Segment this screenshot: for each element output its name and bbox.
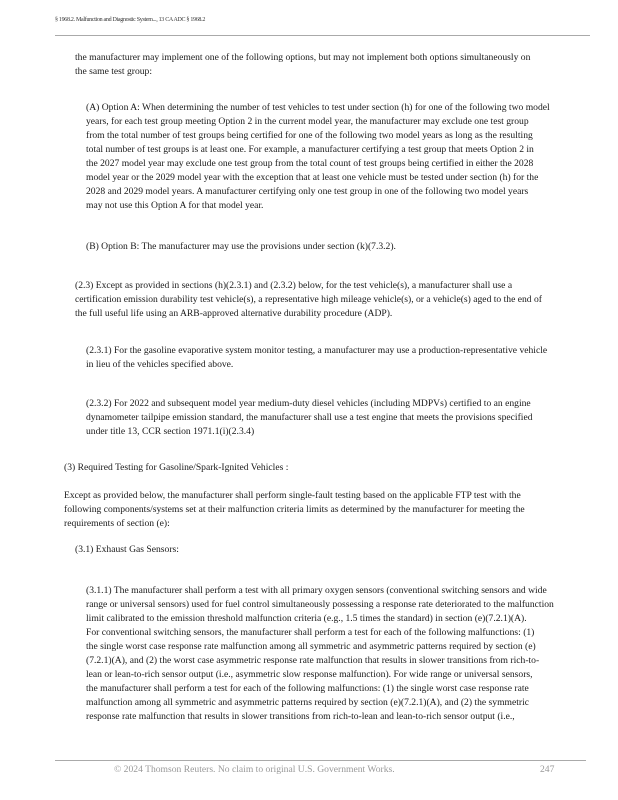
text-line: dynamometer tailpipe emission standard, the manufacturer shall use a test engine that meets the provisions specified: [86, 412, 533, 423]
text-line: (B) Option B: The manufacturer may use the provisions under section (k)(7.3.2).: [86, 241, 396, 252]
section-3-1-heading: [75, 543, 179, 557]
text-line: requirements of section (e):: [64, 518, 170, 529]
text-line: For conventional switching sensors, the manufacturer shall perform a test for each of the following malfunctions: (1): [86, 627, 535, 638]
text-line: the single worst case response rate malfunction among all symmetric and asymmetric patterns required by section (e): [86, 641, 536, 652]
text-line: lean or lean-to-rich sensor output (i.e., asymmetric slow response malfunction). For wide range or universal sensors,: [86, 669, 533, 680]
text-line: (3.1.1) The manufacturer shall perform a test with all primary oxygen sensors (conventional switching sensors and wide: [86, 585, 547, 596]
text-line: following components/systems set at their malfunction criteria limits as determined by the manufacturer for meeting the: [64, 504, 525, 515]
text-line: (2.3.1) For the gasoline evaporative system monitor testing, a manufacturer may use a production-representative vehicle: [86, 345, 548, 356]
text-line: certification emission durability test vehicle(s), a representative high mileage vehicle(s), or a vehicle(s) aged to the end of: [75, 294, 542, 305]
text-line: model year or the 2029 model year with the exception that at least one vehicle must be tested under section (h) for the: [86, 172, 539, 183]
text-line: (7.2.1)(A), and (2) the worst case asymmetric response rate malfunction that results in slower transitions from rich-to-: [86, 655, 540, 666]
text-line: response rate malfunction that results in slower transitions from rich-to-lean and lean-to-rich sensor output (i.e.,: [86, 711, 515, 722]
page-number: 247: [540, 764, 555, 775]
text-line: Except as provided below, the manufacturer shall perform single-fault testing based on the applicable FTP test with the: [64, 490, 521, 501]
section-3-heading: [64, 461, 288, 475]
paragraph-2-3: [75, 279, 542, 321]
text-line: range or universal sensors) used for fuel control simultaneously possessing a response rate deteriorated to the malfunction: [86, 599, 554, 610]
running-header: § 1968.2. Malfunction and Diagnostic System..., 13 CA ADC § 1968.2: [55, 17, 206, 23]
text-line: the full useful life using an ARB-approved alternative durability procedure (ADP).: [75, 308, 393, 319]
paragraph-option-a: [86, 101, 550, 213]
paragraph-3-1-1: [86, 584, 554, 724]
paragraph-option-b: [86, 240, 396, 254]
text-line: the same test group:: [75, 66, 152, 77]
text-line: limit calibrated to the emission threshold malfunction criteria (e.g., 1.5 times the standard) in section (e)(7.2.1)(A).: [86, 613, 527, 624]
text-line: the manufacturer shall perform a test for each of the following malfunctions: (1) the single worst case response rate: [86, 683, 529, 694]
header-rule: [55, 35, 590, 36]
paragraph-3-intro: [64, 489, 525, 531]
text-line: years, for each test group meeting Option 2 in the current model year, the manufacturer may exclude one test group: [86, 116, 529, 127]
text-line: under title 13, CCR section 1971.1(i)(2.3.4): [86, 426, 255, 437]
paragraph-intro: [75, 51, 530, 79]
text-line: (3) Required Testing for Gasoline/Spark-Ignited Vehicles :: [64, 462, 289, 473]
paragraph-2-3-1: [86, 344, 547, 372]
text-line: malfunction among all symmetric and asymmetric patterns required by section (e)(7.2.1)(A), and (2) the symmetric: [86, 697, 530, 708]
footer-copyright: © 2024 Thomson Reuters. No claim to original U.S. Government Works.: [114, 764, 395, 775]
text-line: total number of test groups is at least one. For example, a manufacturer certifying a test group that meets Option 2 in: [86, 144, 534, 155]
text-line: (3.1) Exhaust Gas Sensors:: [75, 544, 179, 555]
text-line: may not use this Option A for that model year.: [86, 200, 264, 211]
footer-rule: [55, 760, 586, 761]
text-line: (2.3) Except as provided in sections (h)(2.3.1) and (2.3.2) below, for the test vehicle(s), a manufacturer shall use a: [75, 280, 513, 291]
text-line: 2028 and 2029 model years. A manufacturer certifying only one test group in one of the following two model years: [86, 186, 529, 197]
text-line: in lieu of the vehicles specified above.: [86, 359, 234, 370]
paragraph-2-3-2: [86, 397, 533, 439]
text-line: (A) Option A: When determining the number of test vehicles to test under section (h) for one of the following two model: [86, 102, 550, 113]
text-line: the 2027 model year may exclude one test group from the total count of test groups being certified in either the 2028: [86, 158, 534, 169]
text-line: the manufacturer may implement one of the following options, but may not implement both options simultaneously on: [75, 52, 531, 63]
text-line: (2.3.2) For 2022 and subsequent model year medium-duty diesel vehicles (including MDPVs) certified to an engine: [86, 398, 531, 409]
text-line: from the total number of test groups being certified for one of the following two model years as long as the resulting: [86, 130, 533, 141]
